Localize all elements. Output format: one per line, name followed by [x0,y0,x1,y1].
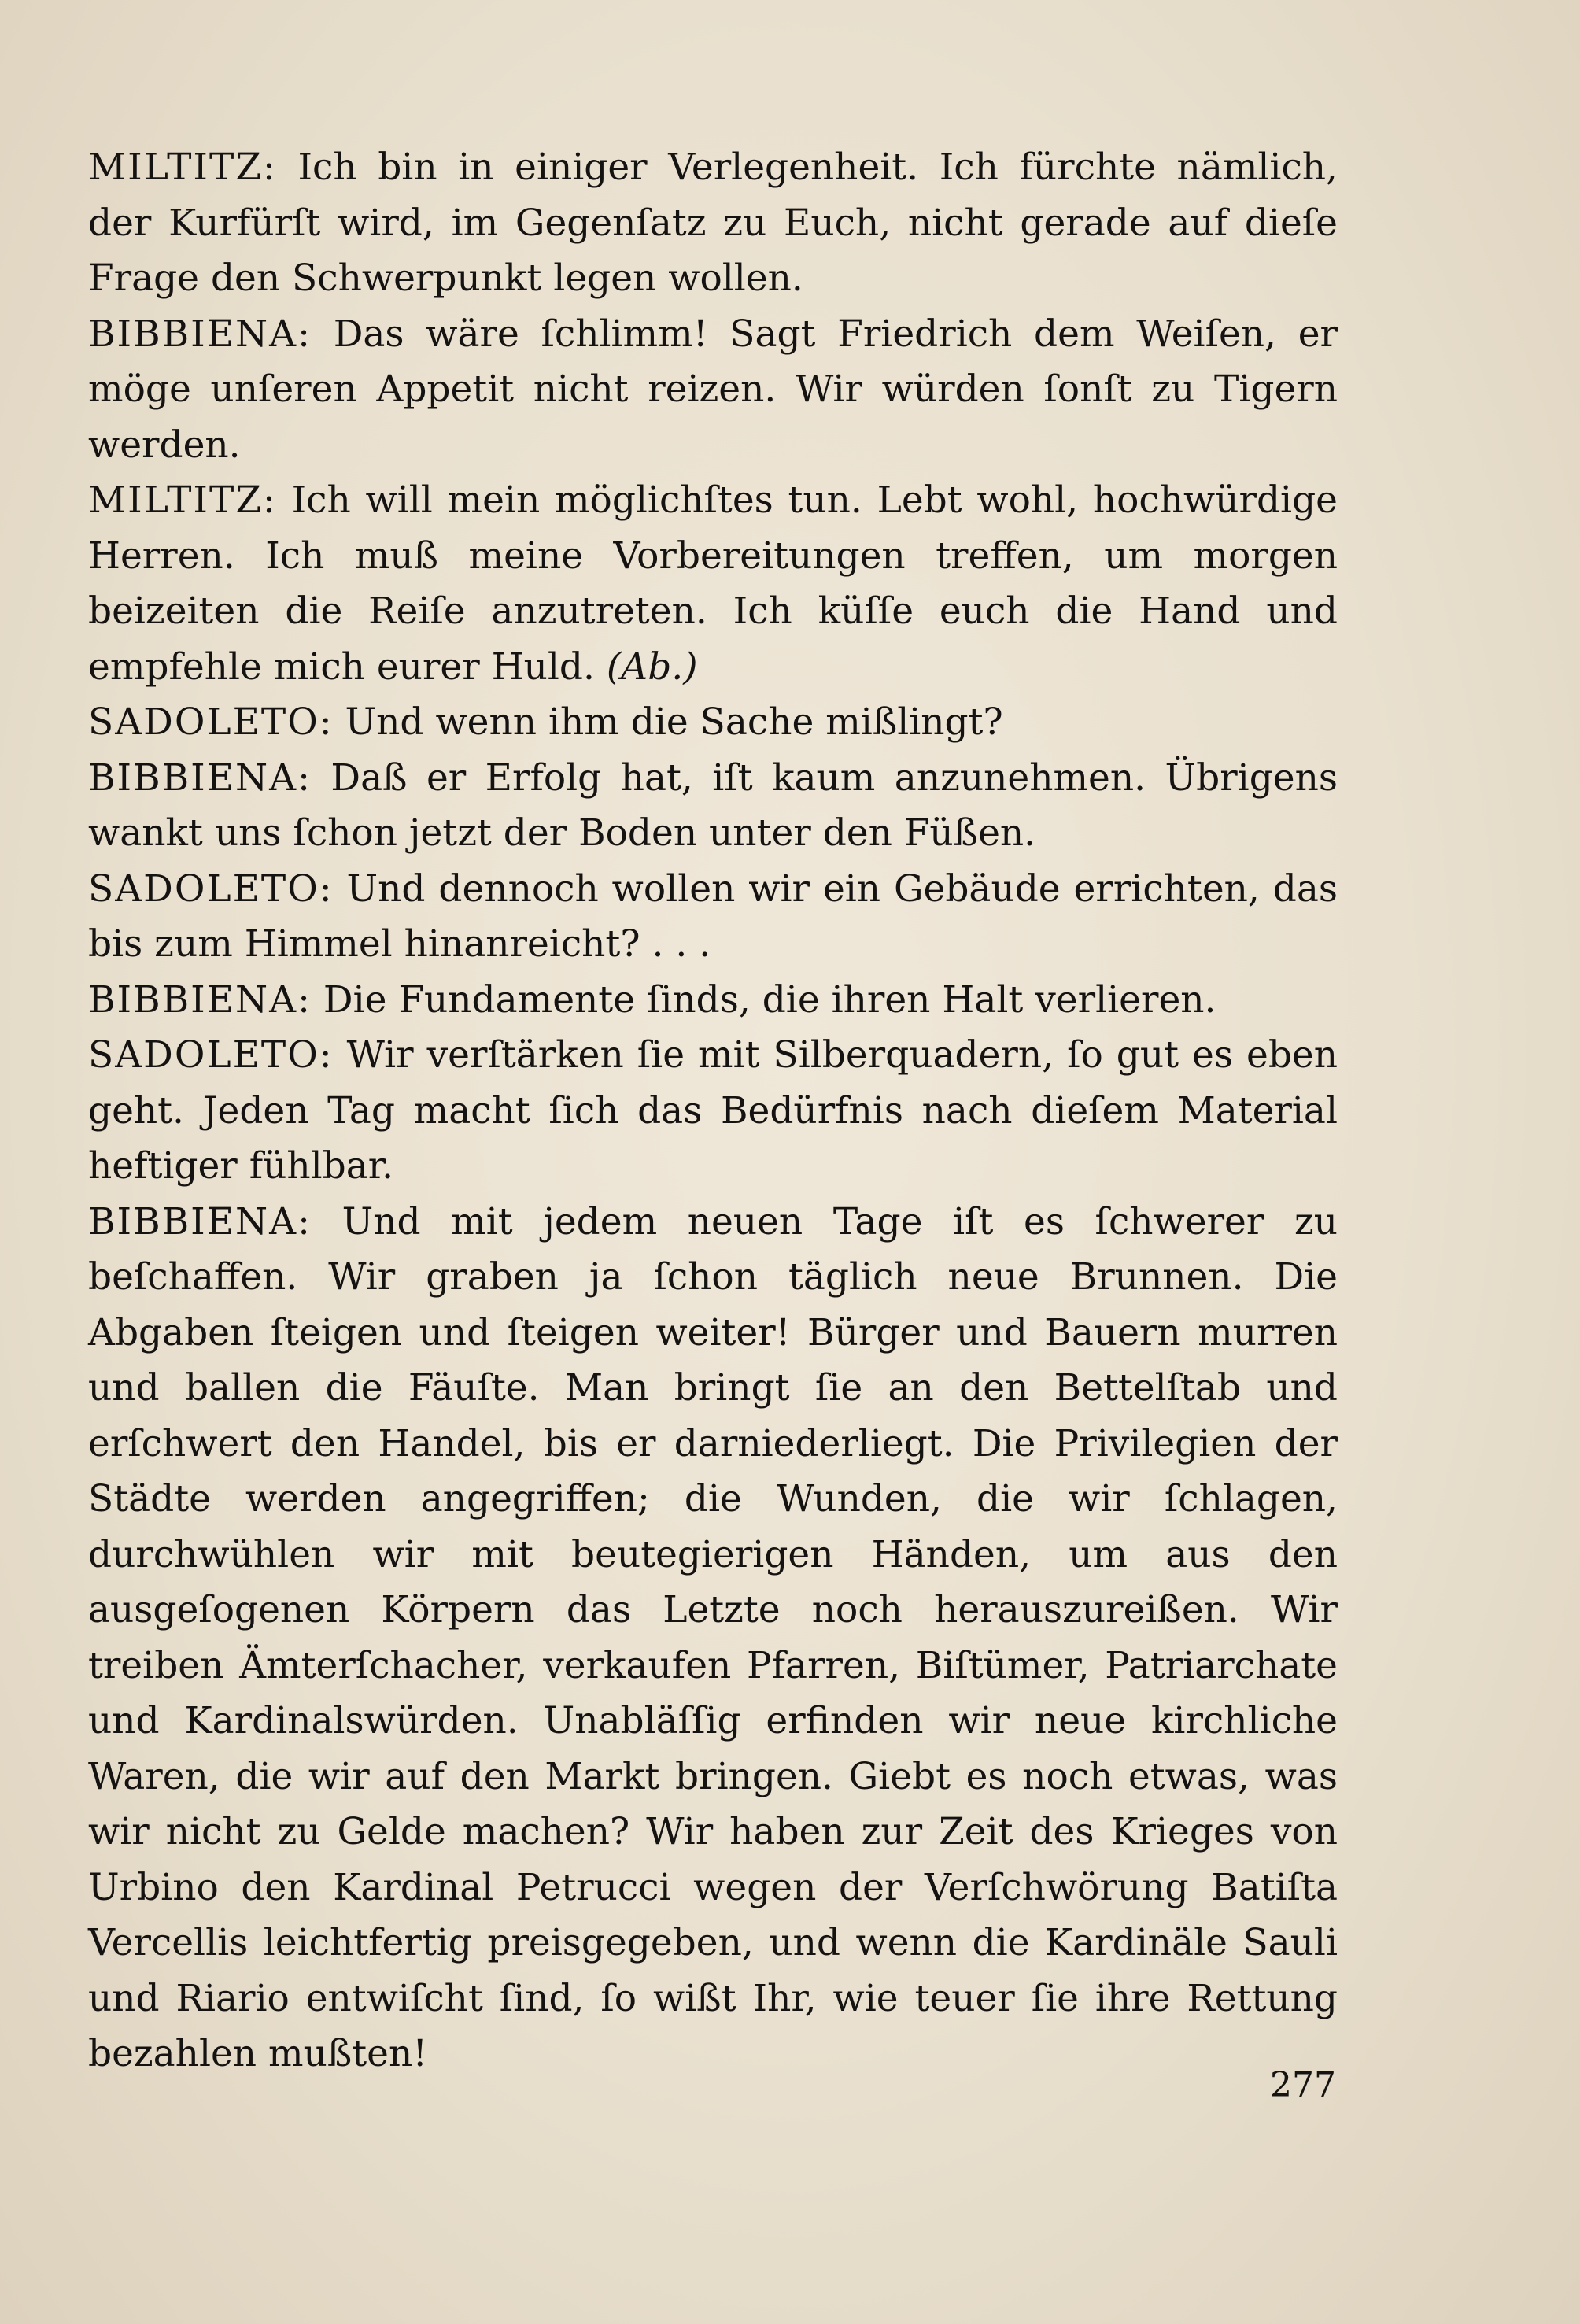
speaker-name: BIBBIENA: [88,1199,312,1243]
dialogue-text: Ich will mein möglichſtes tun. Lebt wohl, hochwürdige Herren. Ich muß meine Vorbereitungen treffen, um morgen beizeiten die Reiſe anzutreten. Ich küſſe euch die Hand und empfehle mich eurer Huld. [88,478,1338,689]
dialogue-text: Die Fundamente ſinds, die ihren Halt verlieren. [323,977,1216,1022]
page-number: 277 [1270,2065,1336,2105]
dialogue-text: Und dennoch wollen wir ein Gebäude errichten, das bis zum Himmel hinanreicht? . . . [88,866,1338,966]
speaker-name: BIBBIENA: [88,312,312,356]
speaker-name: MILTITZ: [88,478,277,522]
speaker-name: BIBBIENA: [88,977,312,1022]
page-text [88,140,1338,2082]
dialogue-text: Ich bin in einiger Verlegenheit. Ich fürchte nämlich, der Kurfürſt wird, im Gegenſatz zu Euch, nicht gerade auf dieſe Frage den Schwerpunkt legen wollen. [88,146,1338,300]
dialogue-paragraph [88,695,1338,751]
stage-direction: (Ab.) [606,645,698,689]
dialogue-paragraph [88,140,1338,307]
speaker-name: SADOLETO: [88,1033,334,1077]
dialogue-paragraph [88,1028,1338,1195]
dialogue-paragraph [88,751,1338,862]
dialogue-paragraph [88,307,1338,474]
dialogue-text: Daß er Erfolg hat, iſt kaum anzunehmen. Übrigens wankt uns ſchon jetzt der Boden unter den Füßen. [88,756,1338,855]
speaker-name: SADOLETO: [88,866,334,911]
speaker-name: SADOLETO: [88,700,334,744]
speaker-name: BIBBIENA: [88,756,312,800]
dialogue-paragraph [88,862,1338,973]
dialogue-paragraph [88,973,1338,1029]
dialogue-paragraph [88,473,1338,695]
dialogue-text: Und mit jedem neuen Tage iſt es ſchwerer zu beſchaffen. Wir graben ja ſchon täglich neue Brunnen. Die Abgaben ſteigen und ſteigen weiter! Bürger und Bauern murren und ballen die Fäuſte. Man bringt ſie an den Bettelſtab und erſchwert den Handel, bis er darniederliegt. Die Privilegien der Städte werden angegriffen; die Wunden, die wir ſchlagen, durchwühlen wir mit beutegierigen Händen, um aus den ausgeſogenen Körpern das Letzte noch herauszureißen. Wir treiben Ämterſchacher, verkaufen Pfarren, Biſtümer, Patriarchate und Kardinalswürden. Unabläſſig erfinden wir neue kirchliche Waren, die wir auf den Markt bringen. Giebt es noch etwas, was wir nicht zu Gelde machen? Wir haben zur Zeit des Krieges von Urbino den Kardinal Petrucci wegen der Verſchwörung Batiſta Vercellis leichtfertig preisgegeben, und wenn die Kardinäle Sauli und Riario entwiſcht ſind, ſo wißt Ihr, wie teuer ſie ihre Rettung bezahlen mußten! [88,1199,1338,2075]
dialogue-text: Und wenn ihm die Sache mißlingt? [345,700,1003,744]
dialogue-text: Wir verſtärken ſie mit Silberquadern, ſo gut es eben geht. Jeden Tag macht ſich das Bedürfnis nach dieſem Material heftiger fühlbar. [88,1033,1338,1188]
dialogue-paragraph [88,1195,1338,2082]
speaker-name: MILTITZ: [88,146,277,189]
dialogue-text: Das wäre ſchlimm! Sagt Friedrich dem Weiſen, er möge unſeren Appetit nicht reizen. Wir würden ſonſt zu Tigern werden. [88,312,1338,467]
